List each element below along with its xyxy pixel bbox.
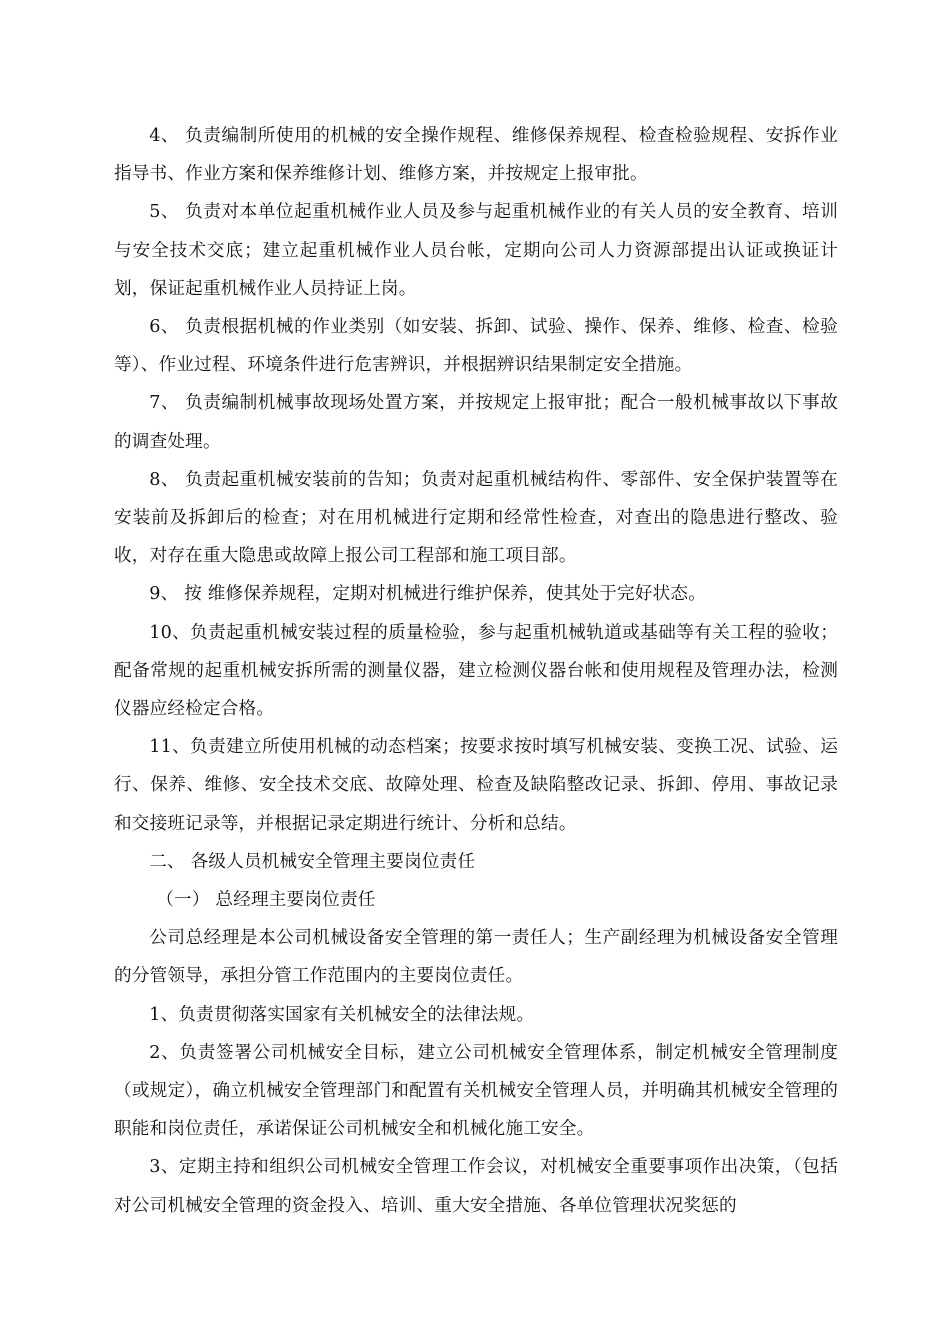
- paragraph-item-6: 6、 负责根据机械的作业类别（如安装、拆卸、试验、操作、保养、维修、检查、检验等）、作业过程、环境条件进行危害辨识，并根据辨识结果制定安全措施。: [114, 317, 838, 376]
- subsection-heading: （一） 总经理主要岗位责任: [156, 890, 376, 911]
- paragraph-item-10: 10、负责起重机械安装过程的质量检验，参与起重机械轨道或基础等有关工程的验收；配备常规的起重机械安拆所需的测量仪器，建立检测仪器台帐和使用规程及管理办法，检测仪器应经检定合格。: [114, 622, 838, 720]
- intro-paragraph: 公司总经理是本公司机械设备安全管理的第一责任人；生产副经理为机械设备安全管理的分管领导，承担分管工作范围内的主要岗位责任。: [114, 928, 838, 987]
- duty-item-1: 1、负责贯彻落实国家有关机械安全的法律法规。: [149, 1004, 535, 1025]
- paragraph-item-7: 7、 负责编制机械事故现场处置方案，并按规定上报审批；配合一般机械事故以下事故的调查处理。: [114, 393, 838, 452]
- duty-item-3: 3、定期主持和组织公司机械安全管理工作会议，对机械安全重要事项作出决策，（包括对公司机械安全管理的资金投入、培训、重大安全措施、各单位管理状况奖惩的: [114, 1157, 838, 1216]
- paragraph-item-4: 4、 负责编制所使用的机械的安全操作规程、维修保养规程、检查检验规程、安拆作业指导书、作业方案和保养维修计划、维修方案，并按规定上报审批。: [114, 126, 838, 185]
- paragraph-item-5: 5、 负责对本单位起重机械作业人员及参与起重机械作业的有关人员的安全教育、培训与安全技术交底；建立起重机械作业人员台帐，定期向公司人力资源部提出认证或换证计划，保证起重机械作业人员持证上岗。: [114, 202, 838, 299]
- paragraph-item-9: 9、 按 维修保养规程，定期对机械进行维护保养，使其处于完好状态。: [149, 584, 706, 605]
- paragraph-item-11: 11、负责建立所使用机械的动态档案；按要求按时填写机械安装、变换工况、试验、运行、保养、维修、安全技术交底、故障处理、检查及缺陷整改记录、拆卸、停用、事故记录和交接班记录等，并根据记录定期进行统计、分析和总结。: [114, 737, 838, 834]
- duty-item-2: 2、负责签署公司机械安全目标，建立公司机械安全管理体系，制定机械安全管理制度（或规定），确立机械安全管理部门和配置有关机械安全管理人员，并明确其机械安全管理的职能和岗位责任，承诺保证公司机械安全和机械化施工安全。: [114, 1042, 838, 1140]
- paragraph-item-8: 8、 负责起重机械安装前的告知；负责对起重机械结构件、零部件、安全保护装置等在安装前及拆卸后的检查；对在用机械进行定期和经常性检查，对查出的隐患进行整改、验收，对存在重大隐患或故障上报公司工程部和施工项目部。: [114, 469, 838, 567]
- document-page: [114, 117, 838, 1225]
- section-heading: 二、 各级人员机械安全管理主要岗位责任: [149, 851, 476, 872]
